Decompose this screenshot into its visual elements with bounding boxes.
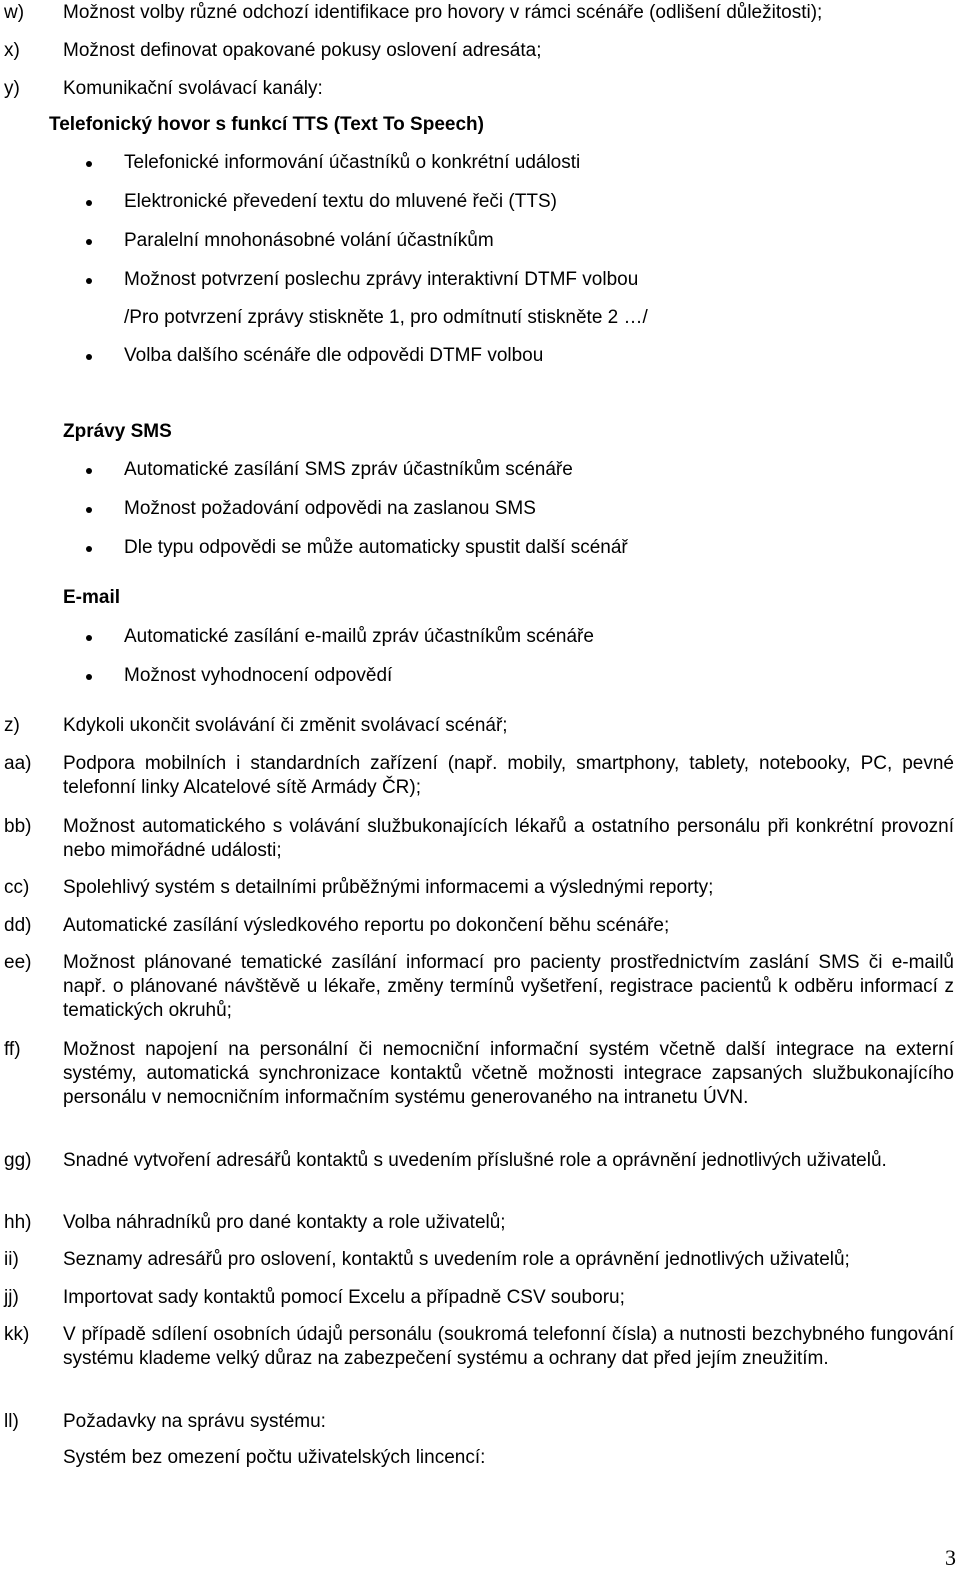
phone-bullet-continuation: /Pro potvrzení zprávy stiskněte 1, pro odmítnutí stiskněte 2 …/ [124,307,648,328]
bullet-dot-icon [86,161,92,167]
bullet-dot-icon [86,239,92,245]
item-label: z) [4,715,20,736]
item-text: Možnost plánované tematické zasílání informací pro pacienty prostřednictvím zaslání SMS či e-mailů např. o plánované návštěvě u lékaře, změny termínů vyšetření, registrace pacientů k odběru informací z tematických okruhů; [63,952,954,1021]
bullet-text: Automatické zasílání SMS zpráv účastníkům scénáře [124,459,573,480]
item-text: Komunikační svolávací kanály: [63,78,323,99]
bullet-dot-icon [86,354,92,360]
item-label: ll) [4,1411,19,1432]
bullet-dot-icon [86,546,92,552]
item-text: Možnost automatického s volávání službukonajících lékařů a ostatního personálu při konkrétní provozní nebo mimořádné události; [63,816,954,861]
page-number: 3 [945,1545,956,1570]
bullet-dot-icon [86,507,92,513]
item-text: Možnost napojení na personální či nemocniční informační systém včetně další integrace na externí systémy, automatická synchronizace kontaktů včetně možnosti integrace zapsaných službukonajícího personálu v nemocničním informačním systému generovaného na intranetu ÚVN. [63,1039,954,1108]
phone-channel-heading: Telefonický hovor s funkcí TTS (Text To Speech) [49,114,484,135]
bullet-dot-icon [86,674,92,680]
bullet-text: Možnost potvrzení poslechu zprávy interaktivní DTMF volbou [124,269,639,290]
item-label: bb) [4,816,32,837]
bullet-dot-icon [86,278,92,284]
bullet-text: Možnost vyhodnocení odpovědí [124,665,393,686]
item-text: Možnost volby různé odchozí identifikace pro hovory v rámci scénáře (odlišení důležitosti); [63,2,823,23]
item-label: jj) [4,1287,19,1308]
item-text: Možnost definovat opakované pokusy oslovení adresáta; [63,40,542,61]
item-text: Importovat sady kontaktů pomocí Excelu a případně CSV souboru; [63,1287,625,1308]
item-text: Automatické zasílání výsledkového reportu po dokončení běhu scénáře; [63,915,670,936]
item-label: hh) [4,1212,32,1233]
bullet-text: Volba dalšího scénáře dle odpovědi DTMF volbou [124,345,544,366]
item-text: Kdykoli ukončit svolávání či změnit svolávací scénář; [63,715,508,736]
bullet-dot-icon [86,200,92,206]
item-text: Spolehlivý systém s detailními průběžnými informacemi a výslednými reporty; [63,877,714,898]
item-text: Podpora mobilních i standardních zařízení (např. mobily, smartphony, tablety, notebooky, PC, pevné telefonní linky Alcatelové sítě Armády ČR); [63,753,954,798]
bullet-text: Možnost požadování odpovědi na zaslanou SMS [124,498,536,519]
item-label: ee) [4,952,32,973]
bullet-text: Elektronické převedení textu do mluvené řeči (TTS) [124,191,557,212]
item-text: Seznamy adresářů pro oslovení, kontaktů s uvedením role a oprávnění jednotlivých uživatelů; [63,1249,850,1270]
bullet-text: Automatické zasílání e-mailů zpráv účastníkům scénáře [124,626,594,647]
item-text: V případě sdílení osobních údajů personálu (soukromá telefonní čísla) a nutnosti bezchybného fungování systému klademe velký důraz na zabezpečení systému a ochrany dat před jejím zneužitím. [63,1324,954,1369]
item-text: Požadavky na správu systému: [63,1411,326,1432]
email-channel-heading: E-mail [63,587,121,608]
item-label: kk) [4,1324,30,1345]
bullet-text: Paralelní mnohonásobné volání účastníkům [124,230,494,251]
item-text: Snadné vytvoření adresářů kontaktů s uvedením příslušné role a oprávnění jednotlivých uživatelů. [63,1150,887,1171]
item-text: Volba náhradníků pro dané kontakty a role uživatelů; [63,1212,506,1233]
item-label: cc) [4,877,30,898]
item-label: x) [4,40,20,61]
item-label: aa) [4,753,32,774]
bullet-text: Dle typu odpovědi se může automaticky spustit další scénář [124,537,628,558]
sms-channel-heading: Zprávy SMS [63,421,172,442]
bullet-text: Telefonické informování účastníků o konkrétní události [124,152,581,173]
item-label: y) [4,78,20,99]
item-label: w) [4,2,25,23]
bullet-dot-icon [86,635,92,641]
item-label: ff) [4,1039,21,1060]
item-label: gg) [4,1150,32,1171]
item-label: dd) [4,915,32,936]
bullet-dot-icon [86,468,92,474]
item-label: ii) [4,1249,19,1270]
license-note: Systém bez omezení počtu uživatelských lincencí: [63,1447,486,1468]
